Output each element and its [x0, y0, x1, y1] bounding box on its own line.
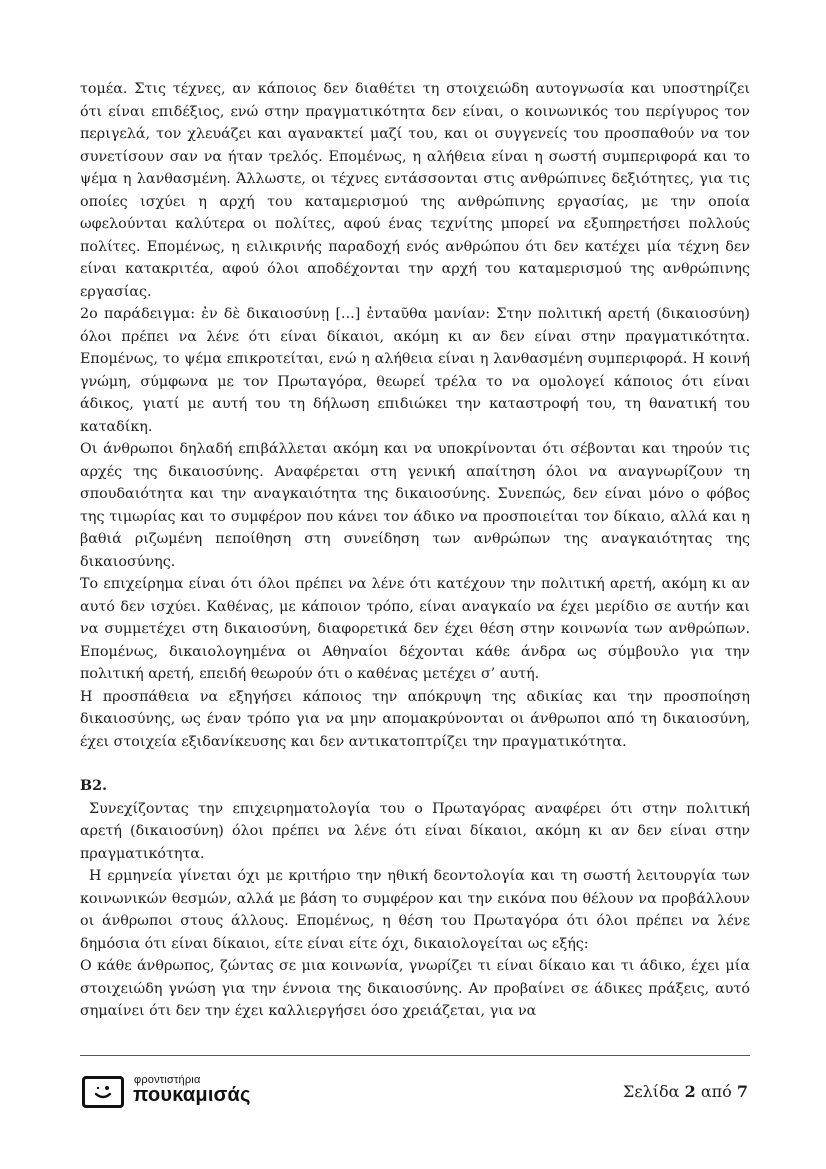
paragraph: τομέα. Στις τέχνες, αν κάποιος δεν διαθέτει τη στοιχειώδη αυτογνωσία και υποστηρίζει ότι είναι επιδέξιος, ενώ στην πραγματικότητα δεν είναι, ο κοινωνικός του περίγυρος τον περιγελά, τον χλευάζει και αγανακτεί μαζί του, και οι συγγενείς του προσπαθούν να τον συνετίσουν σαν να ήταν τρελός. Επομένως, η αλήθεια είναι η σωστή συμπεριφορά και το ψέμα η λανθασμένη. Άλλωστε, οι τέχνες εντάσσονται στις ανθρώπινες δεξιότητες, για τις οποίες ισχύει η αρχή του καταμερισμού της ανθρώπινης εργασίας, με την οποία ωφελούνται καλύτερα οι πολίτες, αφού ένας τεχνίτης μπορεί να εξυπηρετήσει πολλούς πολίτες. Επομένως, η ειλικρινής παραδοχή ενός ανθρώπου ότι δεν κατέχει μία τέχνη δεν είναι κατακριτέα, αφού όλοι αποδέχονται την αρχή του καταμερισμού της ανθρώπινης εργασίας. [80, 81, 750, 300]
page-of: από [700, 1082, 732, 1101]
brand-logo [82, 1072, 282, 1116]
section-heading: Β2. [80, 778, 108, 794]
footer-divider [80, 1055, 750, 1056]
paragraph: Το επιχείρημα είναι ότι όλοι πρέπει να λένε ότι κατέχουν την πολιτική αρετή, ακόμη κι αν αυτό δεν ισχύει. Καθένας, με κάποιον τρόπο, είναι αναγκαίο να έχει μερίδιο σε αυτήν και να συμμετέχει στη δικαιοσύνη, διαφορετικά δεν έχει θέση στην κοινωνία των ανθρώπων. Επομένως, δικαιολογημένα οι Αθηναίοι δέχονται κάθε άνδρα ως σύμβουλο για την πολιτική αρετή, επειδή θεωρούν ότι ο καθένας μετέχει σ’ αυτή. [80, 576, 750, 682]
smiley-box-icon [82, 1076, 124, 1108]
paragraph: 2ο παράδειγμα: ἐν δὲ δικαιοσύνῃ [...] ἐνταῦθα μανίαν: Στην πολιτική αρετή (δικαιοσύνη) όλοι πρέπει να λένε ότι είναι δίκαιοι, ακόμη κι αν δεν είναι στην πραγματικότητα. Επομένως, το ψέμα επικροτείται, ενώ η αλήθεια είναι η λανθασμένη συμπεριφορά. Η κοινή γνώμη, σύμφωνα με τον Πρωταγόρα, θεωρεί τρέλα το να ομολογεί κάποιος ότι είναι άδικος, γιατί με αυτή του τη δήλωση επιδιώκει την καταστροφή του, τη θανατική του καταδίκη. [80, 306, 750, 435]
page-total: 7 [736, 1082, 748, 1101]
paragraph: Ο κάθε άνθρωπος, ζώντας σε μια κοινωνία, γνωρίζει τι είναι δίκαιο και τι άδικο, έχει μία στοιχειώδη γνώση για την έννοια της δικαιοσύνης. Αν προβαίνει σε άδικες πράξεις, αυτό σημαίνει ότι δεν την έχει καλλιεργήσει όσο χρειάζεται, για να [80, 958, 750, 1019]
page-word: Σελίδα [623, 1082, 680, 1101]
logo-name: πουκαμισάς [133, 1084, 251, 1106]
document-body [80, 78, 750, 1023]
section-spacer [80, 753, 750, 775]
page-current: 2 [684, 1082, 696, 1101]
paragraph: Οι άνθρωποι δηλαδή επιβάλλεται ακόμη και να υποκρίνονται ότι σέβονται και τηρούν τις αρχές της δικαιοσύνης. Αναφέρεται στη γενική απαίτηση όλοι να αναγνωρίζουν τη σπουδαιότητα και την αναγκαιότητα της δικαιοσύνης. Συνεπώς, δεν είναι μόνο ο φόβος της τιμωρίας και το συμφέρον που κάνει τον άδικο να προσποιείται τον δίκαιο, αλλά και η βαθιά ριζωμένη πεποίθηση στη συνείδηση των ανθρώπων της αναγκαιότητας της δικαιοσύνης. [80, 441, 750, 570]
paragraph: Η ερμηνεία γίνεται όχι με κριτήριο την ηθική δεοντολογία και τη σωστή λειτουργία των κοινωνικών θεσμών, αλλά με βάση το συμφέρον και την εικόνα που θέλουν να προβάλλουν οι άνθρωποι στους άλλους. Επομένως, η θέση του Πρωταγόρα ότι όλοι πρέπει να λένε δημόσια ότι είναι δίκαιοι, είτε είναι είτε όχι, δικαιολογείται ως εξής: [80, 868, 750, 952]
paragraph: Συνεχίζοντας την επιχειρηματολογία του ο Πρωταγόρας αναφέρει ότι στην πολιτική αρετή (δικαιοσύνη) όλοι πρέπει να λένε ότι είναι δίκαιοι, ακόμη κι αν δεν είναι στην πραγματικότητα. [80, 800, 750, 862]
logo-subtitle: φροντιστήρια [134, 1074, 201, 1086]
page-number [623, 1082, 748, 1101]
paragraph: Η προσπάθεια να εξηγήσει κάποιος την απόκρυψη της αδικίας και την προσποίηση δικαιοσύνης, ως έναν τρόπο για να μην απομακρύνονται οι άνθρωποι από τη δικαιοσύνη, έχει στοιχεία εξιδανίκευσης και δεν αντικατοπτρίζει την πραγματικότητα. [80, 688, 750, 750]
